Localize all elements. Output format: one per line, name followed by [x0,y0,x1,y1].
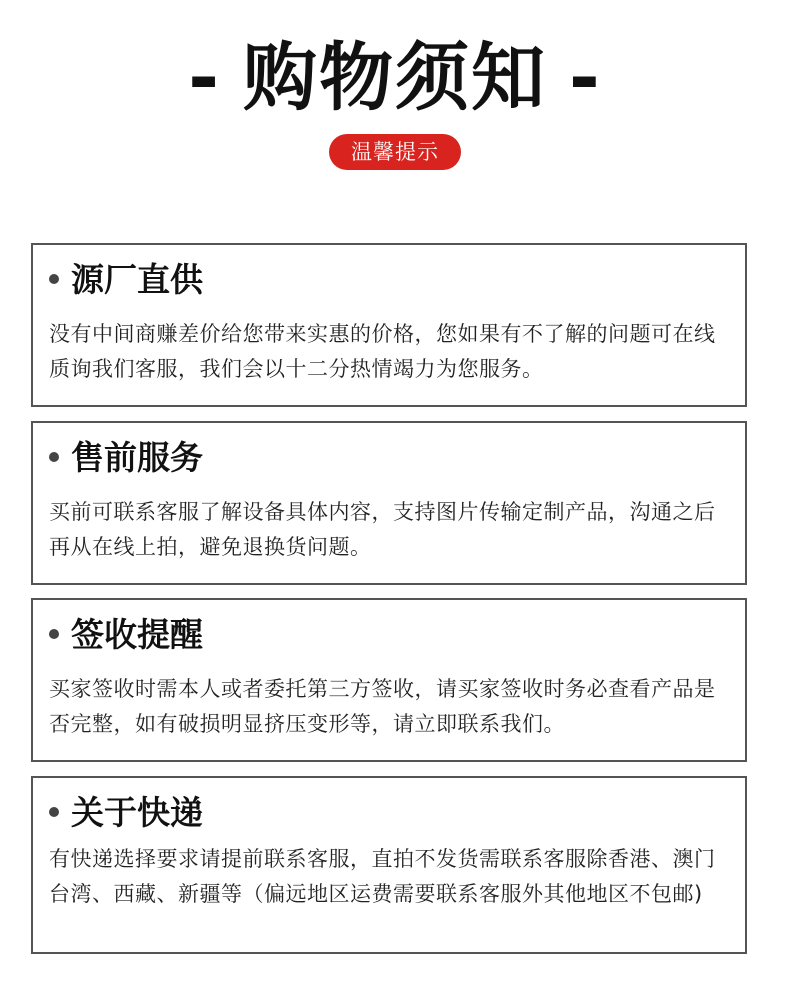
page-title [0,28,790,128]
bullet-icon [49,629,59,639]
section-card-receipt [31,598,747,762]
section-title-text: 签收提醒 [71,615,203,654]
section-body: 没有中间商赚差价给您带来实惠的价格，您如果有不了解的问题可在线质询我们客服，我们会以十二分热情竭力为您服务。 [49,322,716,381]
section-title-text: 售前服务 [71,438,203,477]
section-card-delivery [31,776,747,954]
tip-badge: 温馨提示 [329,134,461,170]
title-dash-right: - [569,35,602,121]
section-body: 买家签收时需本人或者委托第三方签收，请买家签收时务必查看产品是否完整，如有破损明显挤压变形等，请立即联系我们。 [49,677,716,736]
section-title [49,259,203,301]
section-title [49,437,203,479]
section-title [49,614,203,656]
section-card-source [31,243,747,407]
bullet-icon [49,807,59,817]
section-body: 买前可联系客服了解设备具体内容，支持图片传输定制产品，沟通之后再从在线上拍，避免退换货问题。 [49,500,716,559]
page-header [0,28,790,170]
title-dash-left: - [188,35,221,121]
bullet-icon [49,274,59,284]
section-card-presale [31,421,747,585]
bullet-icon [49,452,59,462]
section-body: 有快递选择要求请提前联系客服，直拍不发货需联系客服除香港、澳门台湾、西藏、新疆等（偏远地区运费需要联系客服外其他地区不包邮) [49,847,716,906]
title-text: 购物须知 [243,35,547,121]
section-title-text: 关于快递 [71,793,203,832]
section-title [49,792,203,834]
section-title-text: 源厂直供 [71,260,203,299]
